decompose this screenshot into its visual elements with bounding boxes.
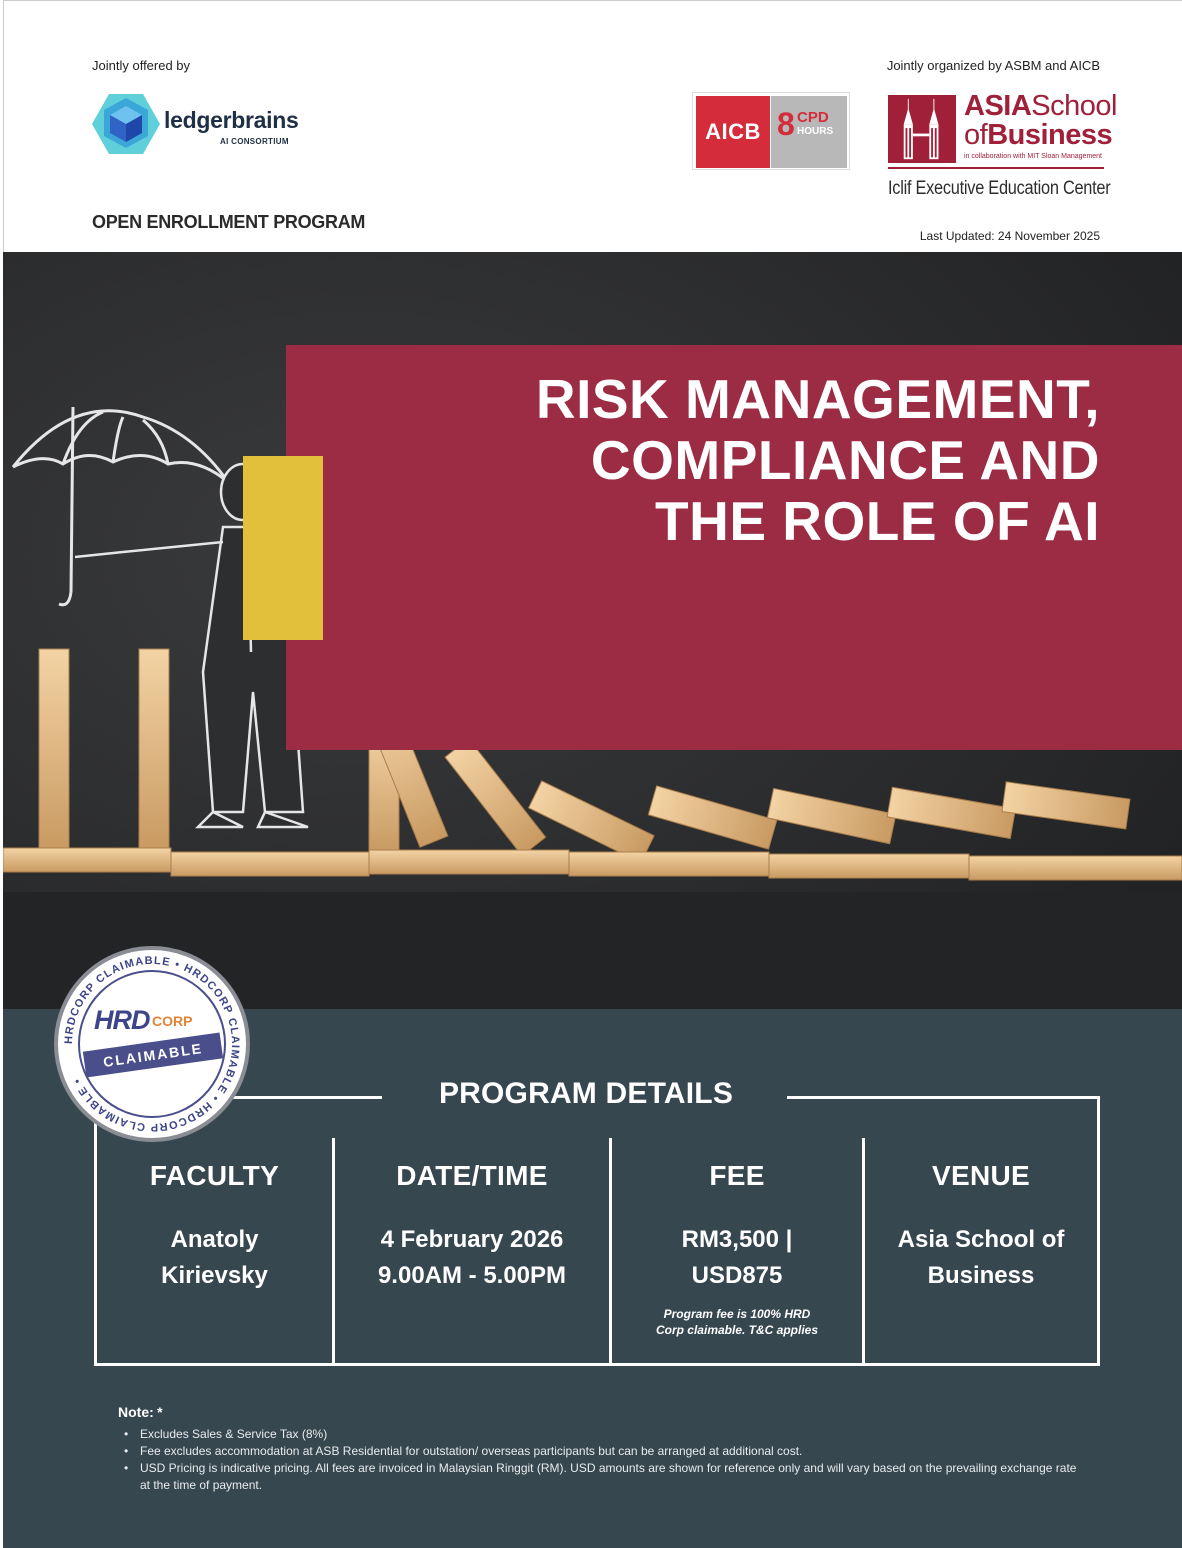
fee-column <box>612 1160 862 1338</box>
program-title <box>380 369 1100 552</box>
program-details-title: PROGRAM DETAILS <box>438 1077 734 1110</box>
fee-heading: FEE <box>709 1160 765 1191</box>
faculty-column <box>97 1160 332 1294</box>
title-line-1: RISK MANAGEMENT, <box>535 368 1100 430</box>
datetime-column <box>335 1160 609 1294</box>
notes-section <box>118 1404 1078 1494</box>
cpd-number: 8 <box>777 106 795 142</box>
notes-list <box>118 1426 1078 1494</box>
header <box>3 0 1182 252</box>
asb-tagline: in collaboration with MIT Sloan Management <box>964 153 1103 160</box>
title-line-3: THE ROLE OF AI <box>655 490 1100 552</box>
ledgerbrains-subtitle: AI CONSORTIUM <box>220 137 289 146</box>
frame-right <box>1097 1096 1100 1366</box>
ledgerbrains-hexagon-icon <box>92 92 160 156</box>
frame-bottom <box>94 1363 1100 1366</box>
datetime-value: 4 February 2026 9.00AM - 5.00PM <box>377 1226 567 1289</box>
svg-text:HRDCORP CLAIMABLE • HRDCORP CL: HRDCORP CLAIMABLE • HRDCORP CLAIMABLE • HRDCORP CLAIMABLE • <box>62 954 242 1134</box>
notes-title: Note: * <box>118 1404 163 1420</box>
faculty-heading: FACULTY <box>149 1160 280 1191</box>
badge-corp-label: CORP <box>152 1013 193 1029</box>
program-type-label: OPEN ENROLLMENT PROGRAM <box>92 212 366 232</box>
venue-heading: VENUE <box>932 1160 1030 1191</box>
fee-note: Program fee is 100% HRD Corp claimable. T&C applies <box>655 1307 819 1337</box>
asb-towers-icon <box>888 95 956 163</box>
fee-value: RM3,500 | USD875 <box>681 1226 793 1289</box>
accent-block <box>243 456 323 640</box>
iclif-center-label: Iclif Executive Education Center <box>888 178 1111 199</box>
asb-divider <box>888 167 1104 169</box>
asia-school-of-business-logo <box>888 90 1117 207</box>
cpd-hours-block <box>771 96 847 168</box>
venue-column <box>865 1160 1097 1294</box>
frame-top-right <box>787 1096 1100 1099</box>
ledgerbrains-logo <box>92 92 312 156</box>
aicb-cpd-logo <box>692 92 850 170</box>
note-item: • USD Pricing is indicative pricing. All fees are invoiced in Malaysian Ringgit (RM). USD amounts are shown for reference only and will vary based on the prevailing exchange rate at the time of payment. <box>118 1460 1078 1494</box>
badge-claimable-banner: CLAIMABLE <box>83 1033 223 1078</box>
hero-banner <box>3 252 1182 1009</box>
aicb-label: AICB <box>696 96 770 168</box>
cpd-label: CPD <box>797 109 829 126</box>
badge-hrd-label: HRD <box>94 1005 150 1035</box>
note-item: • Fee excludes accommodation at ASB Residential for outstation/ overseas participants but can be arranged at additional cost. <box>118 1443 1078 1460</box>
note-item: • Excludes Sales & Service Tax (8%) <box>118 1426 1078 1443</box>
asb-name-line2: ofBusiness <box>964 119 1113 151</box>
venue-value: Asia School of Business <box>897 1226 1065 1289</box>
ledgerbrains-name: ledgerbrains <box>164 107 299 133</box>
faculty-name: Anatoly Kirievsky <box>161 1226 268 1289</box>
jointly-organized-label: Jointly organized by ASBM and AICB <box>886 58 1100 73</box>
cpd-hours-label: HOURS <box>797 126 834 137</box>
hrdcorp-claimable-badge <box>54 946 250 1142</box>
last-updated-label: Last Updated: 24 November 2025 <box>919 229 1100 243</box>
jointly-offered-label: Jointly offered by <box>92 58 191 73</box>
title-line-2: COMPLIANCE AND <box>590 429 1100 491</box>
datetime-heading: DATE/TIME <box>396 1160 548 1191</box>
asb-name-line1: ASIASchool <box>964 90 1117 122</box>
